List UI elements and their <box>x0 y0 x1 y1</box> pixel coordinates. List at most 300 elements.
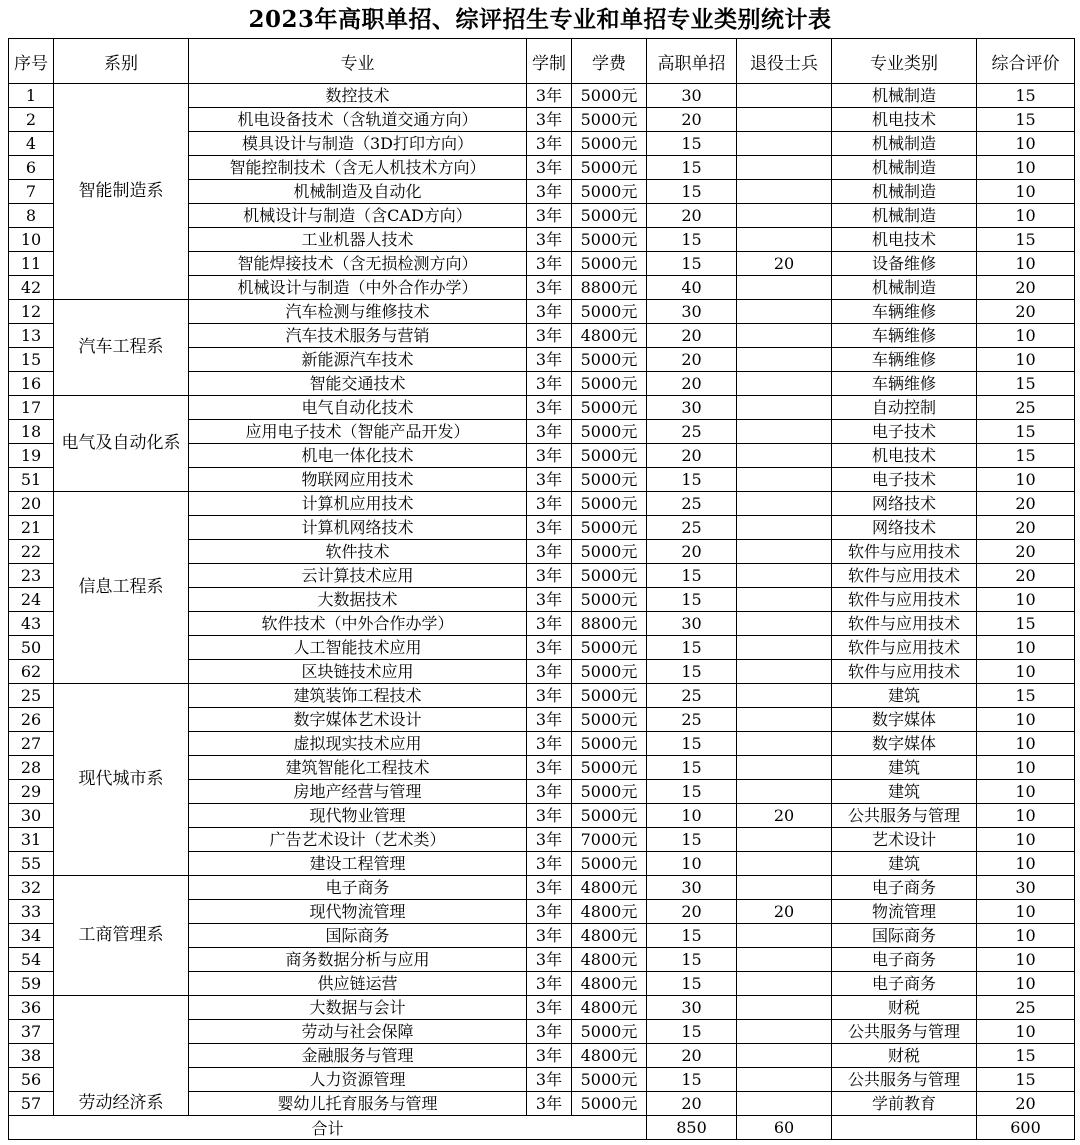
cell-department: 电气及自动化系 <box>54 396 189 492</box>
cell-seq: 10 <box>9 228 54 252</box>
table-row <box>9 684 1075 708</box>
cell-comprehensive: 20 <box>977 1092 1075 1116</box>
total-vocational: 850 <box>647 1116 737 1140</box>
cell-years: 3年 <box>527 708 572 732</box>
cell-veterans <box>737 84 832 108</box>
cell-major: 计算机网络技术 <box>189 516 527 540</box>
cell-major: 应用电子技术（智能产品开发） <box>189 420 527 444</box>
cell-seq: 6 <box>9 156 54 180</box>
cell-major: 汽车检测与维修技术 <box>189 300 527 324</box>
cell-comprehensive: 10 <box>977 828 1075 852</box>
cell-seq: 55 <box>9 852 54 876</box>
cell-major: 工业机器人技术 <box>189 228 527 252</box>
cell-comprehensive: 10 <box>977 948 1075 972</box>
cell-comprehensive: 10 <box>977 852 1075 876</box>
cell-years: 3年 <box>527 444 572 468</box>
cell-years: 3年 <box>527 204 572 228</box>
cell-years: 3年 <box>527 612 572 636</box>
cell-vocational: 25 <box>647 420 737 444</box>
cell-comprehensive: 10 <box>977 804 1075 828</box>
cell-vocational: 15 <box>647 564 737 588</box>
cell-seq: 13 <box>9 324 54 348</box>
cell-veterans <box>737 444 832 468</box>
cell-department: 现代城市系 <box>54 684 189 876</box>
cell-seq: 37 <box>9 1020 54 1044</box>
cell-veterans <box>737 132 832 156</box>
cell-major: 婴幼儿托育服务与管理 <box>189 1092 527 1116</box>
cell-comprehensive: 30 <box>977 876 1075 900</box>
cell-major: 数控技术 <box>189 84 527 108</box>
table-row <box>9 876 1075 900</box>
cell-comprehensive: 10 <box>977 900 1075 924</box>
cell-category: 网络技术 <box>832 492 977 516</box>
cell-veterans <box>737 564 832 588</box>
cell-category: 车辆维修 <box>832 348 977 372</box>
cell-years: 3年 <box>527 228 572 252</box>
cell-major: 建筑智能化工程技术 <box>189 756 527 780</box>
enrollment-table <box>8 38 1075 1140</box>
cell-years: 3年 <box>527 156 572 180</box>
cell-fee: 5000元 <box>572 84 647 108</box>
cell-category: 公共服务与管理 <box>832 1020 977 1044</box>
cell-major: 机械制造及自动化 <box>189 180 527 204</box>
cell-seq: 36 <box>9 996 54 1020</box>
cell-category: 软件与应用技术 <box>832 660 977 684</box>
cell-major: 智能交通技术 <box>189 372 527 396</box>
cell-vocational: 20 <box>647 900 737 924</box>
cell-veterans <box>737 492 832 516</box>
cell-vocational: 15 <box>647 180 737 204</box>
cell-vocational: 30 <box>647 300 737 324</box>
table-row <box>9 300 1075 324</box>
cell-fee: 5000元 <box>572 228 647 252</box>
cell-comprehensive: 10 <box>977 708 1075 732</box>
cell-category: 设备维修 <box>832 252 977 276</box>
cell-fee: 4800元 <box>572 924 647 948</box>
cell-category: 车辆维修 <box>832 372 977 396</box>
cell-fee: 4800元 <box>572 876 647 900</box>
cell-seq: 51 <box>9 468 54 492</box>
total-row <box>9 1116 1075 1140</box>
cell-veterans: 20 <box>737 252 832 276</box>
cell-category: 软件与应用技术 <box>832 612 977 636</box>
cell-veterans <box>737 948 832 972</box>
cell-years: 3年 <box>527 852 572 876</box>
cell-veterans <box>737 612 832 636</box>
cell-category: 电子商务 <box>832 972 977 996</box>
cell-vocational: 30 <box>647 876 737 900</box>
cell-seq: 30 <box>9 804 54 828</box>
cell-comprehensive: 10 <box>977 252 1075 276</box>
cell-veterans <box>737 588 832 612</box>
cell-category: 建筑 <box>832 756 977 780</box>
header-seq: 序号 <box>9 39 54 84</box>
cell-fee: 5000元 <box>572 804 647 828</box>
cell-comprehensive: 10 <box>977 756 1075 780</box>
cell-years: 3年 <box>527 1020 572 1044</box>
cell-veterans: 20 <box>737 900 832 924</box>
cell-fee: 5000元 <box>572 1068 647 1092</box>
cell-fee: 7000元 <box>572 828 647 852</box>
cell-veterans <box>737 108 832 132</box>
cell-major: 数字媒体艺术设计 <box>189 708 527 732</box>
cell-fee: 8800元 <box>572 276 647 300</box>
cell-fee: 5000元 <box>572 732 647 756</box>
cell-fee: 5000元 <box>572 540 647 564</box>
cell-seq: 7 <box>9 180 54 204</box>
cell-vocational: 20 <box>647 324 737 348</box>
header-vocational: 高职单招 <box>647 39 737 84</box>
cell-department: 信息工程系 <box>54 492 189 684</box>
cell-fee: 8800元 <box>572 612 647 636</box>
cell-vocational: 15 <box>647 228 737 252</box>
cell-vocational: 25 <box>647 708 737 732</box>
cell-vocational: 15 <box>647 636 737 660</box>
cell-major: 机械设计与制造（中外合作办学） <box>189 276 527 300</box>
cell-fee: 5000元 <box>572 348 647 372</box>
cell-comprehensive: 20 <box>977 516 1075 540</box>
cell-vocational: 15 <box>647 948 737 972</box>
cell-category: 艺术设计 <box>832 828 977 852</box>
cell-category: 机电技术 <box>832 228 977 252</box>
cell-seq: 24 <box>9 588 54 612</box>
cell-comprehensive: 20 <box>977 540 1075 564</box>
cell-category: 数字媒体 <box>832 732 977 756</box>
cell-fee: 4800元 <box>572 1044 647 1068</box>
cell-major: 机电一体化技术 <box>189 444 527 468</box>
cell-major: 软件技术 <box>189 540 527 564</box>
cell-category: 财税 <box>832 996 977 1020</box>
cell-seq: 59 <box>9 972 54 996</box>
cell-vocational: 30 <box>647 612 737 636</box>
cell-years: 3年 <box>527 636 572 660</box>
table-body <box>9 84 1075 1116</box>
cell-vocational: 15 <box>647 756 737 780</box>
cell-major: 软件技术（中外合作办学） <box>189 612 527 636</box>
table-footer <box>9 1116 1075 1140</box>
cell-veterans <box>737 660 832 684</box>
cell-vocational: 20 <box>647 348 737 372</box>
cell-years: 3年 <box>527 324 572 348</box>
cell-comprehensive: 10 <box>977 156 1075 180</box>
cell-comprehensive: 20 <box>977 564 1075 588</box>
cell-fee: 5000元 <box>572 396 647 420</box>
cell-category: 软件与应用技术 <box>832 564 977 588</box>
cell-major: 智能焊接技术（含无损检测方向） <box>189 252 527 276</box>
cell-category: 机械制造 <box>832 132 977 156</box>
header-veterans: 退役士兵 <box>737 39 832 84</box>
cell-fee: 4800元 <box>572 996 647 1020</box>
cell-category: 学前教育 <box>832 1092 977 1116</box>
cell-category: 机电技术 <box>832 444 977 468</box>
cell-vocational: 20 <box>647 1044 737 1068</box>
cell-years: 3年 <box>527 276 572 300</box>
cell-vocational: 40 <box>647 276 737 300</box>
cell-category: 机电技术 <box>832 108 977 132</box>
cell-major: 电子商务 <box>189 876 527 900</box>
cell-seq: 4 <box>9 132 54 156</box>
cell-fee: 5000元 <box>572 852 647 876</box>
cell-seq: 57 <box>9 1092 54 1116</box>
cell-vocational: 15 <box>647 660 737 684</box>
cell-category: 国际商务 <box>832 924 977 948</box>
cell-major: 汽车技术服务与营销 <box>189 324 527 348</box>
cell-category: 公共服务与管理 <box>832 804 977 828</box>
cell-seq: 17 <box>9 396 54 420</box>
cell-seq: 38 <box>9 1044 54 1068</box>
cell-major: 新能源汽车技术 <box>189 348 527 372</box>
cell-seq: 62 <box>9 660 54 684</box>
cell-category: 数字媒体 <box>832 708 977 732</box>
cell-vocational: 15 <box>647 156 737 180</box>
header-fee: 学费 <box>572 39 647 84</box>
cell-vocational: 10 <box>647 804 737 828</box>
cell-fee: 4800元 <box>572 948 647 972</box>
cell-comprehensive: 10 <box>977 924 1075 948</box>
cell-years: 3年 <box>527 732 572 756</box>
cell-veterans <box>737 156 832 180</box>
cell-seq: 56 <box>9 1068 54 1092</box>
header-years: 学制 <box>527 39 572 84</box>
cell-fee: 5000元 <box>572 132 647 156</box>
cell-category: 机械制造 <box>832 180 977 204</box>
cell-comprehensive: 15 <box>977 228 1075 252</box>
cell-vocational: 30 <box>647 996 737 1020</box>
cell-comprehensive: 10 <box>977 660 1075 684</box>
cell-veterans <box>737 468 832 492</box>
cell-veterans <box>737 780 832 804</box>
cell-comprehensive: 25 <box>977 396 1075 420</box>
cell-years: 3年 <box>527 780 572 804</box>
cell-veterans <box>737 684 832 708</box>
cell-veterans <box>737 372 832 396</box>
cell-comprehensive: 15 <box>977 1044 1075 1068</box>
cell-category: 电子商务 <box>832 876 977 900</box>
cell-comprehensive: 10 <box>977 588 1075 612</box>
cell-comprehensive: 10 <box>977 204 1075 228</box>
cell-fee: 5000元 <box>572 180 647 204</box>
cell-years: 3年 <box>527 684 572 708</box>
cell-vocational: 15 <box>647 732 737 756</box>
cell-department: 劳动经济系 <box>54 996 189 1116</box>
cell-category: 电子商务 <box>832 948 977 972</box>
cell-years: 3年 <box>527 1044 572 1068</box>
cell-veterans <box>737 1044 832 1068</box>
cell-years: 3年 <box>527 516 572 540</box>
cell-years: 3年 <box>527 972 572 996</box>
cell-years: 3年 <box>527 180 572 204</box>
table-title: 2023年高职单招、综评招生专业和单招专业类别统计表 <box>248 6 832 33</box>
cell-comprehensive: 20 <box>977 300 1075 324</box>
cell-category: 车辆维修 <box>832 300 977 324</box>
cell-fee: 5000元 <box>572 444 647 468</box>
cell-seq: 8 <box>9 204 54 228</box>
cell-major: 劳动与社会保障 <box>189 1020 527 1044</box>
cell-comprehensive: 15 <box>977 84 1075 108</box>
cell-major: 现代物流管理 <box>189 900 527 924</box>
cell-years: 3年 <box>527 876 572 900</box>
cell-category: 软件与应用技术 <box>832 636 977 660</box>
cell-major: 商务数据分析与应用 <box>189 948 527 972</box>
cell-department: 汽车工程系 <box>54 300 189 396</box>
cell-category: 机械制造 <box>832 204 977 228</box>
cell-vocational: 30 <box>647 396 737 420</box>
cell-comprehensive: 10 <box>977 1020 1075 1044</box>
cell-fee: 5000元 <box>572 684 647 708</box>
cell-seq: 25 <box>9 684 54 708</box>
cell-seq: 21 <box>9 516 54 540</box>
total-category <box>832 1116 977 1140</box>
table-row <box>9 996 1075 1020</box>
cell-years: 3年 <box>527 108 572 132</box>
cell-seq: 26 <box>9 708 54 732</box>
cell-seq: 2 <box>9 108 54 132</box>
cell-vocational: 20 <box>647 108 737 132</box>
cell-years: 3年 <box>527 804 572 828</box>
cell-seq: 27 <box>9 732 54 756</box>
cell-fee: 5000元 <box>572 636 647 660</box>
cell-fee: 5000元 <box>572 564 647 588</box>
cell-major: 虚拟现实技术应用 <box>189 732 527 756</box>
cell-seq: 31 <box>9 828 54 852</box>
cell-vocational: 25 <box>647 492 737 516</box>
cell-years: 3年 <box>527 1092 572 1116</box>
cell-comprehensive: 10 <box>977 468 1075 492</box>
cell-fee: 5000元 <box>572 108 647 132</box>
cell-major: 物联网应用技术 <box>189 468 527 492</box>
table-row <box>9 84 1075 108</box>
cell-veterans <box>737 1092 832 1116</box>
cell-veterans <box>737 276 832 300</box>
header-row <box>9 39 1075 84</box>
cell-category: 车辆维修 <box>832 324 977 348</box>
cell-vocational: 30 <box>647 84 737 108</box>
header-comprehensive: 综合评价 <box>977 39 1075 84</box>
cell-comprehensive: 15 <box>977 108 1075 132</box>
cell-major: 模具设计与制造（3D打印方向） <box>189 132 527 156</box>
cell-category: 网络技术 <box>832 516 977 540</box>
cell-vocational: 15 <box>647 588 737 612</box>
cell-vocational: 15 <box>647 828 737 852</box>
cell-vocational: 25 <box>647 516 737 540</box>
cell-years: 3年 <box>527 84 572 108</box>
cell-years: 3年 <box>527 900 572 924</box>
cell-years: 3年 <box>527 372 572 396</box>
cell-veterans <box>737 324 832 348</box>
cell-vocational: 20 <box>647 444 737 468</box>
cell-veterans <box>737 732 832 756</box>
cell-major: 人工智能技术应用 <box>189 636 527 660</box>
cell-major: 房地产经营与管理 <box>189 780 527 804</box>
cell-category: 公共服务与管理 <box>832 1068 977 1092</box>
cell-vocational: 20 <box>647 204 737 228</box>
total-comprehensive: 600 <box>977 1116 1075 1140</box>
cell-category: 建筑 <box>832 852 977 876</box>
cell-fee: 5000元 <box>572 1020 647 1044</box>
cell-major: 广告艺术设计（艺术类） <box>189 828 527 852</box>
cell-seq: 33 <box>9 900 54 924</box>
cell-seq: 20 <box>9 492 54 516</box>
cell-fee: 5000元 <box>572 252 647 276</box>
cell-fee: 5000元 <box>572 756 647 780</box>
cell-comprehensive: 10 <box>977 348 1075 372</box>
cell-fee: 5000元 <box>572 588 647 612</box>
cell-veterans <box>737 516 832 540</box>
cell-fee: 5000元 <box>572 492 647 516</box>
cell-vocational: 15 <box>647 972 737 996</box>
cell-veterans <box>737 996 832 1020</box>
cell-category: 机械制造 <box>832 276 977 300</box>
cell-seq: 42 <box>9 276 54 300</box>
cell-seq: 15 <box>9 348 54 372</box>
header-category: 专业类别 <box>832 39 977 84</box>
cell-fee: 4800元 <box>572 324 647 348</box>
cell-veterans <box>737 756 832 780</box>
cell-major: 人力资源管理 <box>189 1068 527 1092</box>
cell-vocational: 15 <box>647 924 737 948</box>
cell-major: 机电设备技术（含轨道交通方向） <box>189 108 527 132</box>
cell-comprehensive: 25 <box>977 996 1075 1020</box>
cell-major: 大数据技术 <box>189 588 527 612</box>
cell-comprehensive: 10 <box>977 324 1075 348</box>
cell-vocational: 15 <box>647 252 737 276</box>
total-veterans: 60 <box>737 1116 832 1140</box>
cell-years: 3年 <box>527 468 572 492</box>
cell-years: 3年 <box>527 132 572 156</box>
cell-vocational: 15 <box>647 1068 737 1092</box>
cell-vocational: 15 <box>647 780 737 804</box>
cell-seq: 28 <box>9 756 54 780</box>
cell-years: 3年 <box>527 564 572 588</box>
cell-major: 金融服务与管理 <box>189 1044 527 1068</box>
cell-seq: 43 <box>9 612 54 636</box>
cell-comprehensive: 10 <box>977 180 1075 204</box>
header-major: 专业 <box>189 39 527 84</box>
cell-comprehensive: 10 <box>977 132 1075 156</box>
cell-vocational: 20 <box>647 372 737 396</box>
cell-years: 3年 <box>527 1068 572 1092</box>
cell-vocational: 15 <box>647 1020 737 1044</box>
cell-veterans <box>737 228 832 252</box>
cell-seq: 12 <box>9 300 54 324</box>
cell-category: 电子技术 <box>832 420 977 444</box>
cell-department: 工商管理系 <box>54 876 189 996</box>
cell-seq: 29 <box>9 780 54 804</box>
cell-major: 建设工程管理 <box>189 852 527 876</box>
cell-veterans <box>737 396 832 420</box>
cell-veterans <box>737 972 832 996</box>
cell-veterans <box>737 204 832 228</box>
cell-major: 电气自动化技术 <box>189 396 527 420</box>
cell-comprehensive: 15 <box>977 684 1075 708</box>
cell-fee: 5000元 <box>572 468 647 492</box>
cell-veterans <box>737 636 832 660</box>
cell-comprehensive: 15 <box>977 372 1075 396</box>
cell-major: 大数据与会计 <box>189 996 527 1020</box>
cell-veterans <box>737 1020 832 1044</box>
cell-category: 软件与应用技术 <box>832 540 977 564</box>
cell-comprehensive: 15 <box>977 444 1075 468</box>
cell-fee: 5000元 <box>572 780 647 804</box>
cell-fee: 5000元 <box>572 1092 647 1116</box>
cell-category: 建筑 <box>832 684 977 708</box>
cell-vocational: 20 <box>647 1092 737 1116</box>
cell-vocational: 25 <box>647 684 737 708</box>
cell-major: 计算机应用技术 <box>189 492 527 516</box>
cell-seq: 22 <box>9 540 54 564</box>
cell-veterans <box>737 1068 832 1092</box>
cell-major: 建筑装饰工程技术 <box>189 684 527 708</box>
